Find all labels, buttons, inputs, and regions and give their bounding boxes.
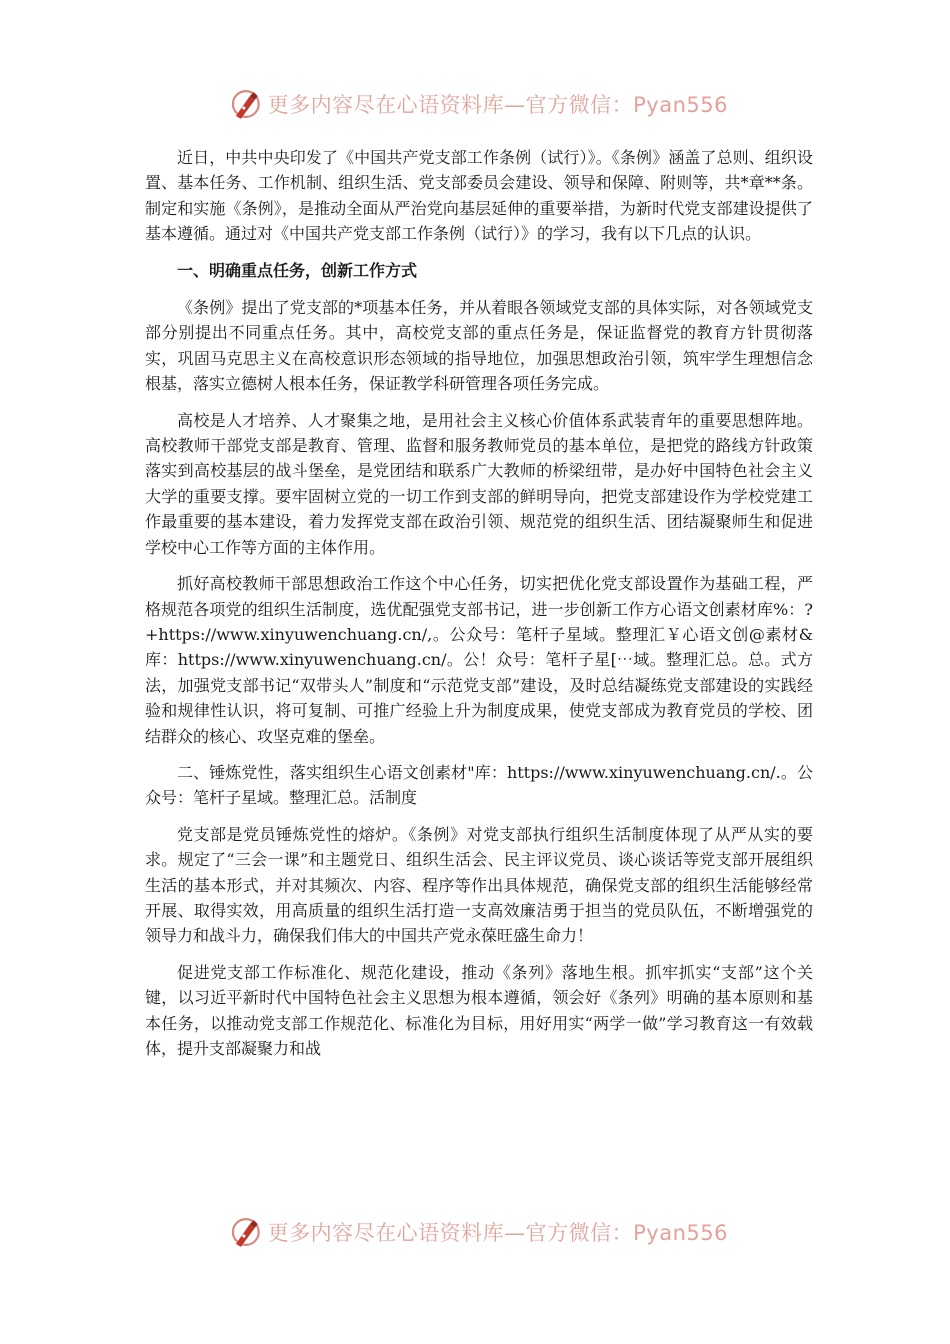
pen-nib-logo-icon xyxy=(228,1214,264,1250)
paragraph: 促进党支部工作标准化、规范化建设，推动《条列》落地生根。抓牢抓实“支部”这个关键，以习近平新时代中国特色社会主义思想为根本遵循，领会好《条列》明确的基本原则和基本任务，以推动党支部工作规范化、标准化为目标，用好用实“两学一做”学习教育这一有效载体，提升支部凝聚力和战 xyxy=(145,962,813,1058)
document-body xyxy=(145,145,813,1072)
section-heading-2: 二、锤炼党性，落实组织生心语文创素材"库：https://www.xinyuwenchuang.cn/.。公众号：笔杆子星域。整理汇总。活制度 xyxy=(145,762,813,808)
banner-text: 更多内容尽在心语资料库—官方微信：Pyan556 xyxy=(267,1221,728,1245)
paragraph-intro: 近日，中共中央印发了《中国共产党支部工作条例（试行）》。《条例》涵盖了总则、组织设置、基本任务、工作机制、组织生活、党支部委员会建设、领导和保障、附则等，共*章**条。制定和实施《条例》，是推动全面从严治党向基层延伸的重要举措，为新时代党支部建设提供了基本遵循。通过对《中国共产党支部工作条例（试行）》的学习，我有以下几点的认识。 xyxy=(145,148,813,244)
footer-banner xyxy=(228,1212,728,1252)
banner-text: 更多内容尽在心语资料库—官方微信：Pyan556 xyxy=(267,93,728,117)
pen-nib-logo-icon xyxy=(228,86,264,122)
paragraph: 高校是人才培养、人才聚集之地，是用社会主义核心价值体系武装青年的重要思想阵地。高校教师干部党支部是教育、管理、监督和服务教师党员的基本单位，是把党的路线方针政策落实到高校基层的战斗堡垒，是党团结和联系广大教师的桥梁纽带，是办好中国特色社会主义大学的重要支撑。要牢固树立党的一切工作到支部的鲜明导向，把党支部建设作为学校党建工作最重要的基本建设，着力发挥党支部在政治引领、规范党的组织生活、团结凝聚师生和促进学校中心工作等方面的主体作用。 xyxy=(145,410,813,557)
paragraph: 党支部是党员锤炼党性的熔炉。《条例》对党支部执行组织生活制度体现了从严从实的要求。规定了“三会一课”和主题党日、组织生活会、民主评议党员、谈心谈话等党支部开展组织生活的基本形式，并对其频次、内容、程序等作出具体规范，确保党支部的组织生活能够经常开展、取得实效，用高质量的组织生活打造一支高效廉洁勇于担当的党员队伍，不断增强党的领导力和战斗力，确保我们伟大的中国共产党永葆旺盛生命力！ xyxy=(145,824,813,946)
paragraph: 抓好高校教师干部思想政治工作这个中心任务，切实把优化党支部设置作为基础工程，严格规范各项党的组织生活制度，选优配强党支部书记，进一步创新工作方心语文创素材库%：?+https://www.xinyuwenchuang.cn/,。公众号：笔杆子星域。整理汇￥心语文创@素材&库：https://www.xinyuwenchuang.cn/。公！众号：笔杆子星[⋯域。整理汇总。总。式方法，加强党支部书记“双带头人”制度和“示范党支部”建设，及时总结凝练党支部建设的实践经验和规律性认识，将可复制、可推广经验上升为制度成果，使党支部成为教育党员的学校、团结群众的核心、攻坚克难的堡垒。 xyxy=(145,574,813,746)
section-heading-1: 一、明确重点任务，创新工作方式 xyxy=(177,260,418,280)
header-banner xyxy=(228,84,728,124)
paragraph: 《条例》提出了党支部的*项基本任务，并从着眼各领域党支部的具体实际，对各领域党支部分别提出不同重点任务。其中，高校党支部的重点任务是，保证监督党的教育方针贯彻落实，巩固马克思主义在高校意识形态领域的指导地位，加强思想政治引领，筑牢学生理想信念根基，落实立德树人根本任务，保证教学科研管理各项任务完成。 xyxy=(145,298,813,394)
